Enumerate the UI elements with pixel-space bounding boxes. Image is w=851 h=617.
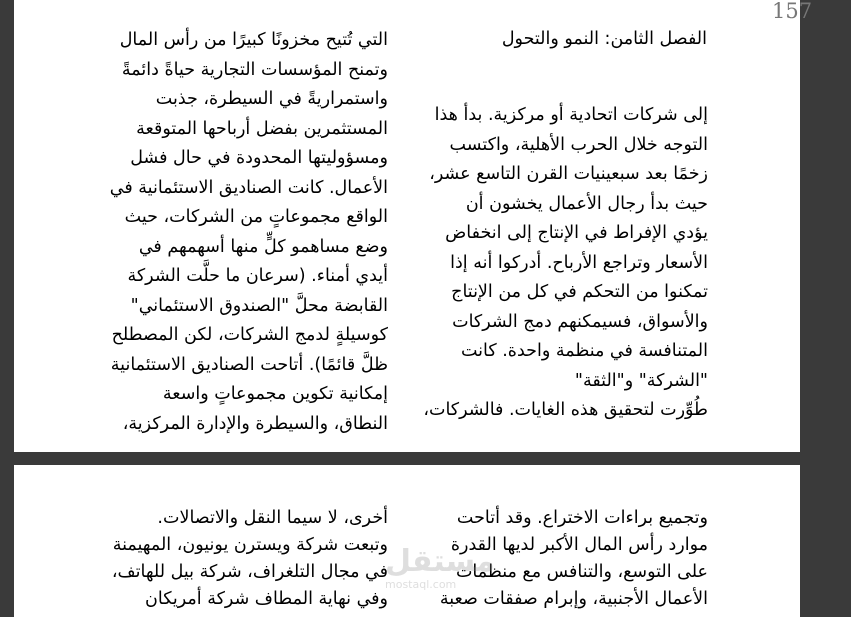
text-line: وتبعت شركة ويسترن يونيون، المهيمنة	[112, 535, 388, 555]
text-line: المستثمرين بفضل أرباحها المتوقعة	[136, 118, 388, 139]
text-line: كوسيلةٍ لدمج الشركات، لكن المصطلح	[111, 325, 388, 345]
watermark-brand: مستقل	[385, 544, 495, 579]
text-line: ومسؤوليتها المحدودة في حال فشل	[130, 148, 388, 168]
document-page-157	[14, 0, 813, 452]
text-column-right	[423, 101, 708, 426]
text-line: النطاق، والسيطرة والإدارة المركزية،	[122, 413, 388, 434]
watermark-logo	[385, 544, 495, 595]
text-line: واستمراريةً في السيطرة، جذبت	[155, 89, 388, 109]
text-line: "الشركة" و"الثقة"	[574, 370, 708, 391]
text-line: ظلَّ قائمًا). أتاحت الصناديق الاستئمانية	[110, 354, 388, 375]
text-column-left	[110, 26, 388, 439]
text-line: حيث بدأ رجال الأعمال يخشون أن	[465, 193, 708, 214]
text-line: يؤدي الإفراط في الإنتاج إلى انخفاض	[445, 223, 708, 243]
text-line: أيدي أمناء. (سرعان ما حلَّت الشركة	[127, 266, 388, 286]
text-line: المتنافسة في منظمة واحدة. كانت	[460, 341, 708, 361]
text-line: إمكانية تكوين مجموعاتٍ واسعة	[162, 384, 388, 404]
text-line: على التوسع، والتنافس مع منظمات	[455, 562, 708, 582]
text-line: زخمًا بعد سبعينيات القرن التاسع عشر،	[429, 164, 708, 184]
text-line: إلى شركات اتحادية أو مركزية. بدأ هذا	[434, 105, 708, 125]
text-line: في مجال التلغراف، شركة بيل للهاتف،	[111, 562, 388, 582]
text-line: وفي نهاية المطاف شركة أمريكان	[145, 589, 388, 609]
text-line: الواقع مجموعاتٍ من الشركات، حيث	[124, 207, 388, 227]
text-line: الأعمال الأجنبية، وإبرام صفقات صعبة	[439, 589, 708, 609]
chapter-title: الفصل الثامن: النمو والتحول	[501, 29, 707, 49]
watermark-url: mostaql.com	[385, 578, 457, 591]
text-column-left	[112, 505, 388, 613]
text-line: أخرى، لا سيما النقل والاتصالات.	[157, 508, 388, 528]
text-line: القابضة محلَّ "الصندوق الاستئماني"	[130, 295, 388, 316]
page-number: 157	[772, 0, 813, 23]
text-line: الأسعار وتراجع الأرباح. أدركوا أنه إذا	[450, 252, 708, 273]
text-line: الأعمال. كانت الصناديق الاستئمانية في	[109, 177, 388, 198]
text-line: تمكنوا من التحكم في كل من الإنتاج	[451, 282, 708, 302]
text-line: موارد رأس المال الأكبر لديها القدرة	[450, 535, 708, 555]
text-line: وضع مساهمو كلٍّ منها أسهمهم في	[138, 236, 388, 257]
text-line: التي تُتيح مخزونًا كبيرًا من رأس المال	[119, 30, 388, 50]
text-line: والأسواق، فسيمكنهم دمج الشركات	[452, 311, 708, 332]
text-line: طُوِّرت لتحقيق هذه الغايات. فالشركات،	[423, 400, 708, 420]
text-line: التوجه خلال الحرب الأهلية، واكتسب	[449, 134, 708, 155]
text-line: وتجميع براءات الاختراع. وقد أتاحت	[456, 508, 708, 528]
text-line: وتمنح المؤسسات التجارية حياةً دائمةً	[121, 59, 388, 80]
